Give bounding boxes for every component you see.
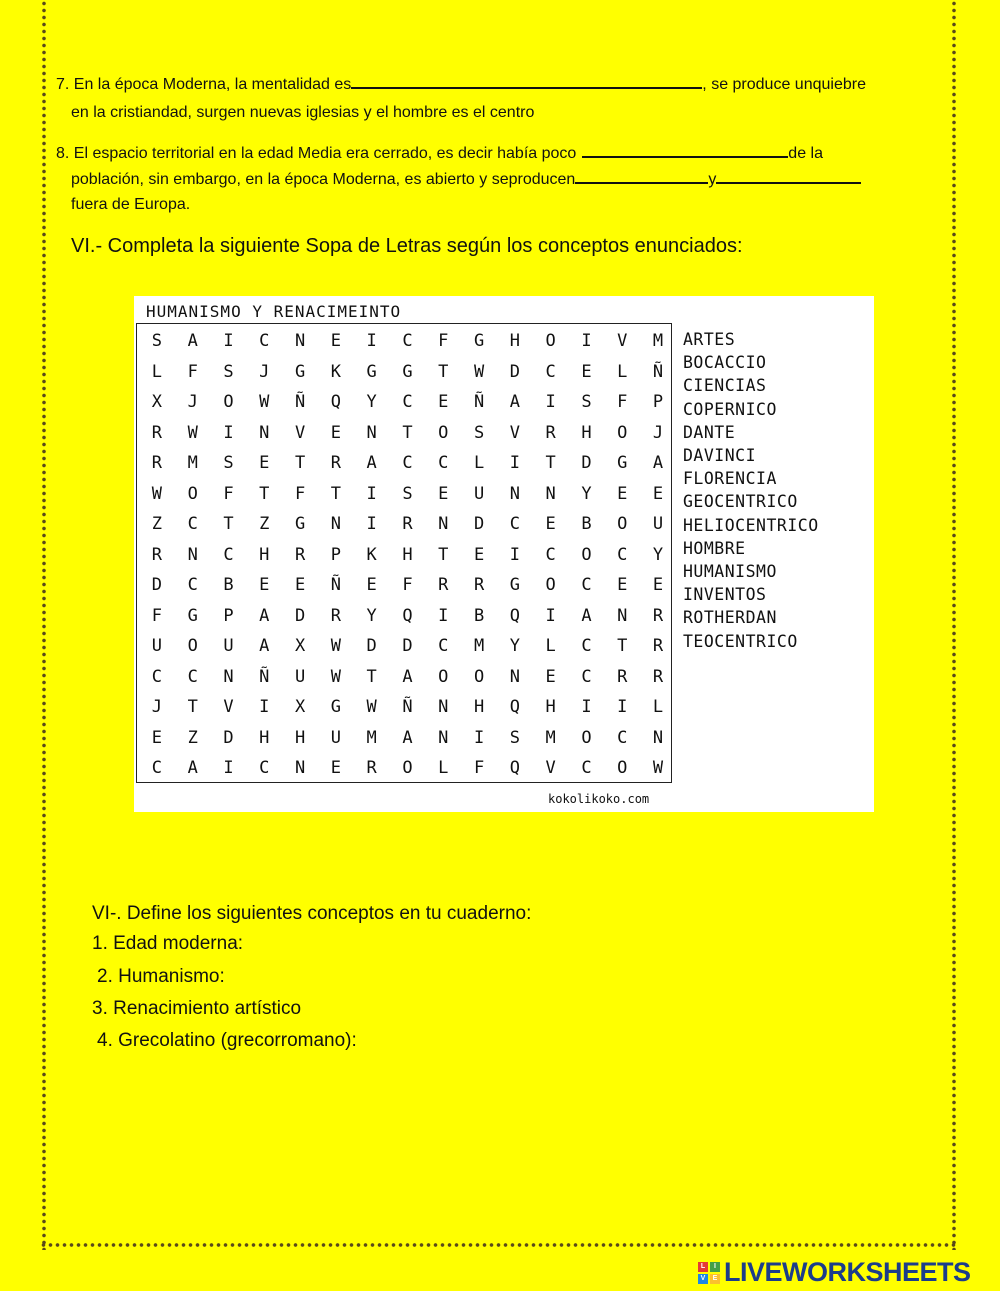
grid-cell[interactable]: O bbox=[617, 758, 628, 778]
grid-cell[interactable]: T bbox=[438, 361, 449, 382]
grid-cell[interactable]: T bbox=[187, 697, 198, 717]
grid-cell[interactable]: C bbox=[223, 544, 234, 565]
grid-cell[interactable]: X bbox=[294, 636, 306, 656]
grid-cell[interactable]: V bbox=[509, 422, 520, 443]
grid-cell[interactable]: R bbox=[366, 758, 377, 778]
grid-cell[interactable]: R bbox=[652, 605, 664, 626]
grid-cell[interactable]: C bbox=[259, 758, 270, 778]
grid-cell[interactable]: C bbox=[187, 575, 198, 595]
grid-cell[interactable]: I bbox=[545, 392, 556, 412]
grid-cell[interactable]: U bbox=[294, 666, 306, 687]
grid-cell[interactable]: I bbox=[617, 697, 628, 717]
grid-cell[interactable]: Q bbox=[509, 758, 520, 778]
grid-cell[interactable]: E bbox=[151, 727, 163, 748]
grid-cell[interactable]: C bbox=[581, 636, 592, 656]
grid-cell[interactable]: T bbox=[259, 483, 270, 504]
grid-cell[interactable]: O bbox=[438, 422, 449, 443]
grid-cell[interactable]: O bbox=[187, 483, 198, 504]
grid-cell[interactable]: O bbox=[581, 727, 592, 748]
grid-cell[interactable]: C bbox=[581, 666, 592, 687]
grid-cell[interactable]: I bbox=[223, 422, 234, 443]
grid-cell[interactable]: G bbox=[294, 514, 306, 534]
grid-cell[interactable]: T bbox=[294, 453, 306, 473]
grid-cell[interactable]: A bbox=[259, 636, 270, 656]
grid-cell[interactable]: I bbox=[581, 697, 592, 717]
grid-cell[interactable]: N bbox=[509, 666, 520, 687]
answer-blank-q8-b[interactable] bbox=[575, 168, 708, 184]
grid-cell[interactable]: C bbox=[187, 514, 198, 534]
grid-cell[interactable]: X bbox=[294, 697, 306, 717]
grid-cell[interactable]: H bbox=[294, 727, 306, 748]
grid-cell[interactable]: J bbox=[652, 422, 664, 443]
grid-cell[interactable]: E bbox=[652, 575, 664, 595]
grid-cell[interactable]: E bbox=[330, 758, 341, 778]
grid-cell[interactable]: D bbox=[151, 575, 163, 595]
grid-cell[interactable]: C bbox=[402, 453, 413, 473]
grid-cell[interactable]: N bbox=[366, 422, 377, 443]
grid-cell[interactable]: H bbox=[402, 544, 413, 565]
grid-cell[interactable]: C bbox=[402, 392, 413, 412]
grid-cell[interactable]: F bbox=[473, 758, 485, 778]
grid-cell[interactable]: H bbox=[259, 727, 270, 748]
grid-cell[interactable]: E bbox=[330, 331, 341, 351]
grid-cell[interactable]: Ñ bbox=[330, 575, 341, 595]
grid-cell[interactable]: Y bbox=[509, 636, 520, 656]
grid-cell[interactable]: S bbox=[473, 422, 485, 443]
grid-cell[interactable]: P bbox=[652, 392, 664, 412]
grid-cell[interactable]: L bbox=[617, 361, 628, 382]
grid-cell[interactable]: T bbox=[223, 514, 234, 534]
grid-cell[interactable]: R bbox=[545, 422, 556, 443]
grid-cell[interactable]: E bbox=[545, 514, 556, 534]
grid-cell[interactable]: N bbox=[509, 483, 520, 504]
grid-cell[interactable]: C bbox=[545, 361, 556, 382]
grid-cell[interactable]: C bbox=[438, 636, 449, 656]
word-list bbox=[683, 328, 819, 653]
grid-cell[interactable]: W bbox=[330, 666, 341, 687]
grid-cell[interactable]: S bbox=[509, 727, 520, 748]
grid-cell[interactable]: O bbox=[473, 666, 485, 687]
define-item-3: 3. Renacimiento artístico bbox=[92, 998, 302, 1019]
grid-cell[interactable]: P bbox=[223, 605, 234, 626]
word-list-item: GEOCENTRICO bbox=[683, 492, 798, 512]
grid-cell[interactable]: H bbox=[473, 697, 485, 717]
grid-cell[interactable]: R bbox=[652, 636, 664, 656]
grid-cell[interactable]: C bbox=[402, 331, 413, 351]
grid-cell[interactable]: E bbox=[617, 483, 628, 504]
grid-cell[interactable]: O bbox=[402, 758, 413, 778]
grid-cell[interactable]: G bbox=[330, 697, 341, 717]
grid-cell[interactable]: C bbox=[617, 544, 628, 565]
grid-cell[interactable]: E bbox=[259, 575, 270, 595]
grid-cell[interactable]: R bbox=[151, 453, 163, 473]
word-list-item: FLORENCIA bbox=[683, 469, 777, 489]
grid-cell[interactable]: A bbox=[366, 453, 377, 473]
dotted-border-right bbox=[950, 0, 958, 1250]
word-list-item: ARTES bbox=[683, 330, 736, 349]
word-list-item: HUMANISMO bbox=[683, 562, 777, 582]
grid-cell[interactable]: C bbox=[581, 758, 592, 778]
grid-cell[interactable]: R bbox=[473, 575, 485, 595]
word-search-puzzle bbox=[134, 296, 874, 812]
grid-cell[interactable]: Ñ bbox=[652, 361, 664, 382]
grid-cell[interactable]: X bbox=[151, 392, 163, 412]
grid-cell[interactable]: Y bbox=[652, 544, 664, 565]
grid-cell[interactable]: F bbox=[438, 331, 449, 351]
liveworksheets-brand bbox=[698, 1257, 971, 1288]
grid-cell[interactable]: M bbox=[473, 636, 485, 656]
grid-cell[interactable]: G bbox=[402, 361, 413, 382]
grid-cell[interactable]: A bbox=[402, 727, 413, 748]
grid-cell[interactable]: N bbox=[438, 514, 449, 534]
grid-cell[interactable]: C bbox=[151, 758, 163, 778]
define-item-4: 4. Grecolatino (grecorromano): bbox=[97, 1030, 357, 1051]
grid-cell[interactable]: G bbox=[366, 361, 377, 382]
grid-cell[interactable]: W bbox=[187, 422, 198, 443]
grid-cell[interactable]: C bbox=[187, 666, 198, 687]
grid-cell[interactable]: M bbox=[187, 453, 198, 473]
grid-cell[interactable]: T bbox=[438, 544, 449, 565]
grid-cell[interactable]: G bbox=[473, 331, 485, 351]
grid-cell[interactable]: H bbox=[581, 422, 592, 443]
grid-cell[interactable]: A bbox=[259, 605, 270, 626]
answer-blank-q7[interactable] bbox=[351, 73, 702, 89]
question-8-line-1: 8. El espacio territorial en la edad Media era cerrado, es decir había poco de la bbox=[56, 142, 823, 166]
grid-cell[interactable]: L bbox=[473, 453, 485, 473]
grid-cell[interactable]: O bbox=[187, 636, 198, 656]
grid-cell[interactable]: V bbox=[223, 697, 234, 717]
grid-cell[interactable]: D bbox=[366, 636, 377, 656]
grid-cell[interactable]: N bbox=[223, 666, 234, 687]
grid-cell[interactable]: N bbox=[617, 605, 628, 626]
grid-cell[interactable]: H bbox=[545, 697, 556, 717]
grid-cell[interactable]: Z bbox=[151, 514, 163, 534]
letter-grid-frame bbox=[136, 323, 672, 783]
grid-cell[interactable]: L bbox=[652, 697, 664, 717]
grid-cell[interactable]: G bbox=[617, 453, 628, 473]
grid-cell[interactable]: Z bbox=[187, 727, 198, 748]
grid-cell[interactable]: I bbox=[509, 544, 520, 565]
grid-cell[interactable]: R bbox=[617, 666, 628, 687]
grid-cell[interactable]: T bbox=[402, 422, 413, 443]
grid-cell[interactable]: Ñ bbox=[402, 697, 413, 717]
grid-cell[interactable]: N bbox=[652, 727, 664, 748]
grid-cell[interactable]: U bbox=[330, 727, 341, 748]
grid-cell[interactable]: Q bbox=[402, 605, 413, 626]
answer-blank-q8-c[interactable] bbox=[716, 168, 861, 184]
grid-cell[interactable]: R bbox=[330, 453, 341, 473]
grid-cell[interactable]: B bbox=[223, 575, 234, 595]
grid-cell[interactable]: U bbox=[473, 483, 485, 504]
grid-cell[interactable]: C bbox=[617, 727, 628, 748]
grid-cell[interactable]: U bbox=[223, 636, 234, 656]
grid-cell[interactable]: R bbox=[402, 514, 413, 534]
grid-cell[interactable]: Y bbox=[366, 392, 377, 412]
dotted-border-left bbox=[40, 0, 48, 1250]
grid-cell[interactable]: U bbox=[652, 514, 664, 534]
logo-square: I bbox=[710, 1262, 720, 1272]
grid-cell[interactable]: I bbox=[545, 605, 556, 626]
grid-cell[interactable]: L bbox=[151, 361, 163, 382]
grid-cell[interactable]: J bbox=[259, 361, 270, 382]
grid-cell[interactable]: I bbox=[509, 453, 520, 473]
word-list-item: HOMBRE bbox=[683, 538, 746, 558]
word-list-item: COPERNICO bbox=[683, 399, 777, 419]
grid-cell[interactable]: S bbox=[581, 392, 592, 412]
grid-cell[interactable]: C bbox=[259, 331, 270, 351]
grid-cell[interactable]: K bbox=[330, 361, 341, 382]
question-7-line-1: 7. En la época Moderna, la mentalidad es , se produce unquiebre bbox=[56, 73, 866, 97]
grid-cell[interactable]: J bbox=[187, 392, 198, 412]
logo-square: L bbox=[698, 1262, 708, 1272]
grid-cell[interactable]: R bbox=[438, 575, 449, 595]
puzzle-title: HUMANISMO Y RENACIMEINTO bbox=[146, 302, 402, 321]
grid-cell[interactable]: F bbox=[223, 483, 234, 504]
grid-cell[interactable]: H bbox=[509, 331, 520, 351]
logo-square: V bbox=[698, 1274, 708, 1284]
grid-cell[interactable]: S bbox=[223, 361, 234, 382]
grid-cell[interactable]: F bbox=[187, 361, 198, 382]
grid-cell[interactable]: E bbox=[617, 575, 628, 595]
grid-cell[interactable]: O bbox=[223, 392, 234, 412]
grid-cell[interactable]: L bbox=[545, 636, 556, 656]
grid-cell[interactable]: M bbox=[366, 727, 377, 748]
grid-cell[interactable]: C bbox=[509, 514, 520, 534]
grid-cell[interactable]: O bbox=[438, 666, 449, 687]
brand-text: LIVEWORKSHEETS bbox=[724, 1257, 971, 1287]
wordsearch-instruction: VI.- Completa la siguiente Sopa de Letras según los conceptos enunciados: bbox=[71, 235, 743, 257]
grid-cell[interactable]: N bbox=[438, 727, 449, 748]
grid-cell[interactable]: Y bbox=[581, 483, 592, 504]
grid-cell[interactable]: I bbox=[366, 514, 377, 534]
grid-cell[interactable]: Ñ bbox=[294, 392, 306, 412]
word-list-item: BOCACCIO bbox=[683, 353, 767, 373]
grid-cell[interactable]: V bbox=[545, 758, 556, 778]
grid-cell[interactable]: N bbox=[545, 483, 556, 504]
grid-cell[interactable]: A bbox=[652, 453, 664, 473]
grid-cell[interactable]: G bbox=[509, 575, 520, 595]
word-list-item: DANTE bbox=[683, 422, 736, 442]
grid-cell[interactable]: M bbox=[545, 727, 556, 748]
grid-cell[interactable]: D bbox=[294, 605, 306, 626]
grid-cell[interactable]: F bbox=[402, 575, 413, 595]
grid-cell[interactable]: T bbox=[545, 453, 556, 473]
word-list-item: ROTHERDAN bbox=[683, 608, 777, 628]
grid-cell[interactable]: B bbox=[473, 605, 485, 626]
grid-cell[interactable]: E bbox=[581, 361, 592, 382]
grid-cell[interactable]: N bbox=[330, 514, 341, 534]
grid-cell[interactable]: E bbox=[330, 422, 341, 443]
grid-cell[interactable]: A bbox=[509, 392, 520, 412]
grid-cell[interactable]: N bbox=[294, 331, 306, 351]
grid-cell[interactable]: W bbox=[473, 361, 485, 382]
question-7-line-2: en la cristiandad, surgen nuevas iglesias y el hombre es el centro bbox=[71, 104, 535, 121]
question-8-line-2: población, sin embargo, en la época Moderna, es abierto y seproducen y bbox=[71, 168, 861, 192]
grid-cell[interactable]: D bbox=[581, 453, 592, 473]
grid-cell[interactable]: N bbox=[187, 544, 198, 565]
grid-cell[interactable]: I bbox=[223, 758, 234, 778]
grid-cell[interactable]: Z bbox=[259, 514, 270, 534]
grid-cell[interactable]: S bbox=[402, 483, 413, 504]
define-item-1: 1. Edad moderna: bbox=[92, 933, 244, 954]
grid-cell[interactable]: E bbox=[366, 575, 377, 595]
grid-cell[interactable]: V bbox=[294, 422, 306, 443]
grid-cell[interactable]: O bbox=[617, 422, 628, 443]
define-item-2: 2. Humanismo: bbox=[97, 966, 225, 987]
grid-cell[interactable]: A bbox=[402, 666, 413, 687]
grid-cell[interactable]: F bbox=[294, 483, 306, 504]
word-list-item: TEOCENTRICO bbox=[683, 631, 798, 651]
grid-cell[interactable]: C bbox=[545, 544, 556, 565]
grid-cell[interactable]: R bbox=[652, 666, 664, 687]
dotted-border-bottom bbox=[40, 1241, 958, 1249]
grid-cell[interactable]: W bbox=[652, 758, 664, 778]
grid-cell[interactable]: V bbox=[617, 331, 628, 351]
grid-cell[interactable]: A bbox=[581, 605, 592, 626]
grid-cell[interactable]: T bbox=[330, 483, 341, 504]
grid-cell[interactable]: I bbox=[438, 605, 449, 626]
grid-cell[interactable]: A bbox=[187, 331, 198, 351]
grid-cell[interactable]: N bbox=[294, 758, 306, 778]
grid-cell[interactable]: W bbox=[151, 483, 163, 504]
grid-cell[interactable]: Ñ bbox=[473, 392, 485, 412]
define-section-title: VI-. Define los siguientes conceptos en tu cuaderno: bbox=[92, 903, 532, 924]
grid-cell[interactable]: W bbox=[259, 392, 270, 412]
grid-cell[interactable]: C bbox=[151, 666, 163, 687]
grid-cell[interactable]: T bbox=[617, 636, 628, 656]
grid-cell[interactable]: I bbox=[259, 697, 270, 717]
grid-cell[interactable]: I bbox=[581, 331, 592, 351]
grid-cell[interactable]: O bbox=[581, 544, 592, 565]
grid-cell[interactable]: O bbox=[545, 575, 556, 595]
grid-cell[interactable]: Q bbox=[509, 605, 520, 626]
grid-cell[interactable]: B bbox=[581, 514, 592, 534]
grid-cell[interactable]: M bbox=[652, 331, 664, 351]
word-list-item: INVENTOS bbox=[683, 585, 767, 605]
grid-cell[interactable]: K bbox=[366, 544, 377, 565]
question-8-line-3: fuera de Europa. bbox=[71, 196, 191, 213]
grid-cell[interactable]: D bbox=[473, 514, 485, 534]
grid-cell[interactable]: E bbox=[438, 392, 449, 412]
grid-cell[interactable]: R bbox=[294, 544, 306, 565]
grid-cell[interactable]: G bbox=[294, 361, 306, 382]
grid-cell[interactable]: H bbox=[259, 544, 270, 565]
grid-cell[interactable]: C bbox=[438, 453, 449, 473]
letter-grid bbox=[139, 326, 676, 784]
word-list-item: CIENCIAS bbox=[683, 376, 767, 396]
grid-cell[interactable]: R bbox=[151, 544, 163, 565]
liveworksheets-logo-icon bbox=[698, 1262, 720, 1284]
grid-cell[interactable]: E bbox=[438, 483, 449, 504]
grid-cell[interactable]: L bbox=[438, 758, 449, 778]
grid-cell[interactable]: O bbox=[617, 514, 628, 534]
grid-cell[interactable]: F bbox=[151, 605, 163, 626]
grid-cell[interactable]: N bbox=[438, 697, 449, 717]
grid-cell[interactable]: E bbox=[545, 666, 556, 687]
word-list-item: DAVINCI bbox=[683, 446, 757, 466]
grid-cell[interactable]: T bbox=[366, 666, 377, 687]
grid-cell[interactable]: A bbox=[187, 758, 198, 778]
grid-cell[interactable]: U bbox=[151, 636, 163, 656]
grid-cell[interactable]: S bbox=[151, 331, 163, 351]
grid-cell[interactable]: R bbox=[151, 422, 163, 443]
grid-cell[interactable]: O bbox=[545, 331, 556, 351]
grid-cell[interactable]: I bbox=[473, 727, 485, 748]
grid-cell[interactable]: J bbox=[151, 697, 163, 717]
grid-cell[interactable]: E bbox=[652, 483, 664, 504]
grid-cell[interactable]: E bbox=[259, 453, 270, 473]
answer-blank-q8-a[interactable] bbox=[582, 142, 788, 158]
word-list-item: HELIOCENTRICO bbox=[683, 515, 819, 535]
grid-cell[interactable]: E bbox=[294, 575, 306, 595]
grid-cell[interactable]: Q bbox=[509, 697, 520, 717]
grid-cell[interactable]: D bbox=[509, 361, 520, 382]
grid-cell[interactable]: Ñ bbox=[259, 666, 270, 687]
grid-cell[interactable]: P bbox=[330, 544, 341, 565]
grid-cell[interactable]: S bbox=[223, 453, 234, 473]
grid-cell[interactable]: I bbox=[223, 331, 234, 351]
grid-cell[interactable]: G bbox=[187, 605, 198, 626]
grid-cell[interactable]: I bbox=[366, 331, 377, 351]
puzzle-credit: kokolikoko.com bbox=[548, 792, 650, 806]
grid-cell[interactable]: Q bbox=[330, 392, 341, 412]
grid-cell[interactable]: E bbox=[473, 544, 485, 565]
logo-square: E bbox=[710, 1274, 720, 1284]
grid-cell[interactable]: Y bbox=[366, 605, 377, 626]
grid-cell[interactable]: F bbox=[617, 392, 628, 412]
grid-cell[interactable]: D bbox=[223, 727, 234, 748]
grid-cell[interactable]: D bbox=[402, 636, 413, 656]
grid-cell[interactable]: W bbox=[330, 636, 341, 656]
grid-cell[interactable]: I bbox=[366, 483, 377, 504]
grid-cell[interactable]: R bbox=[330, 605, 341, 626]
grid-cell[interactable]: W bbox=[366, 697, 377, 717]
grid-cell[interactable]: C bbox=[581, 575, 592, 595]
grid-cell[interactable]: N bbox=[259, 422, 270, 443]
